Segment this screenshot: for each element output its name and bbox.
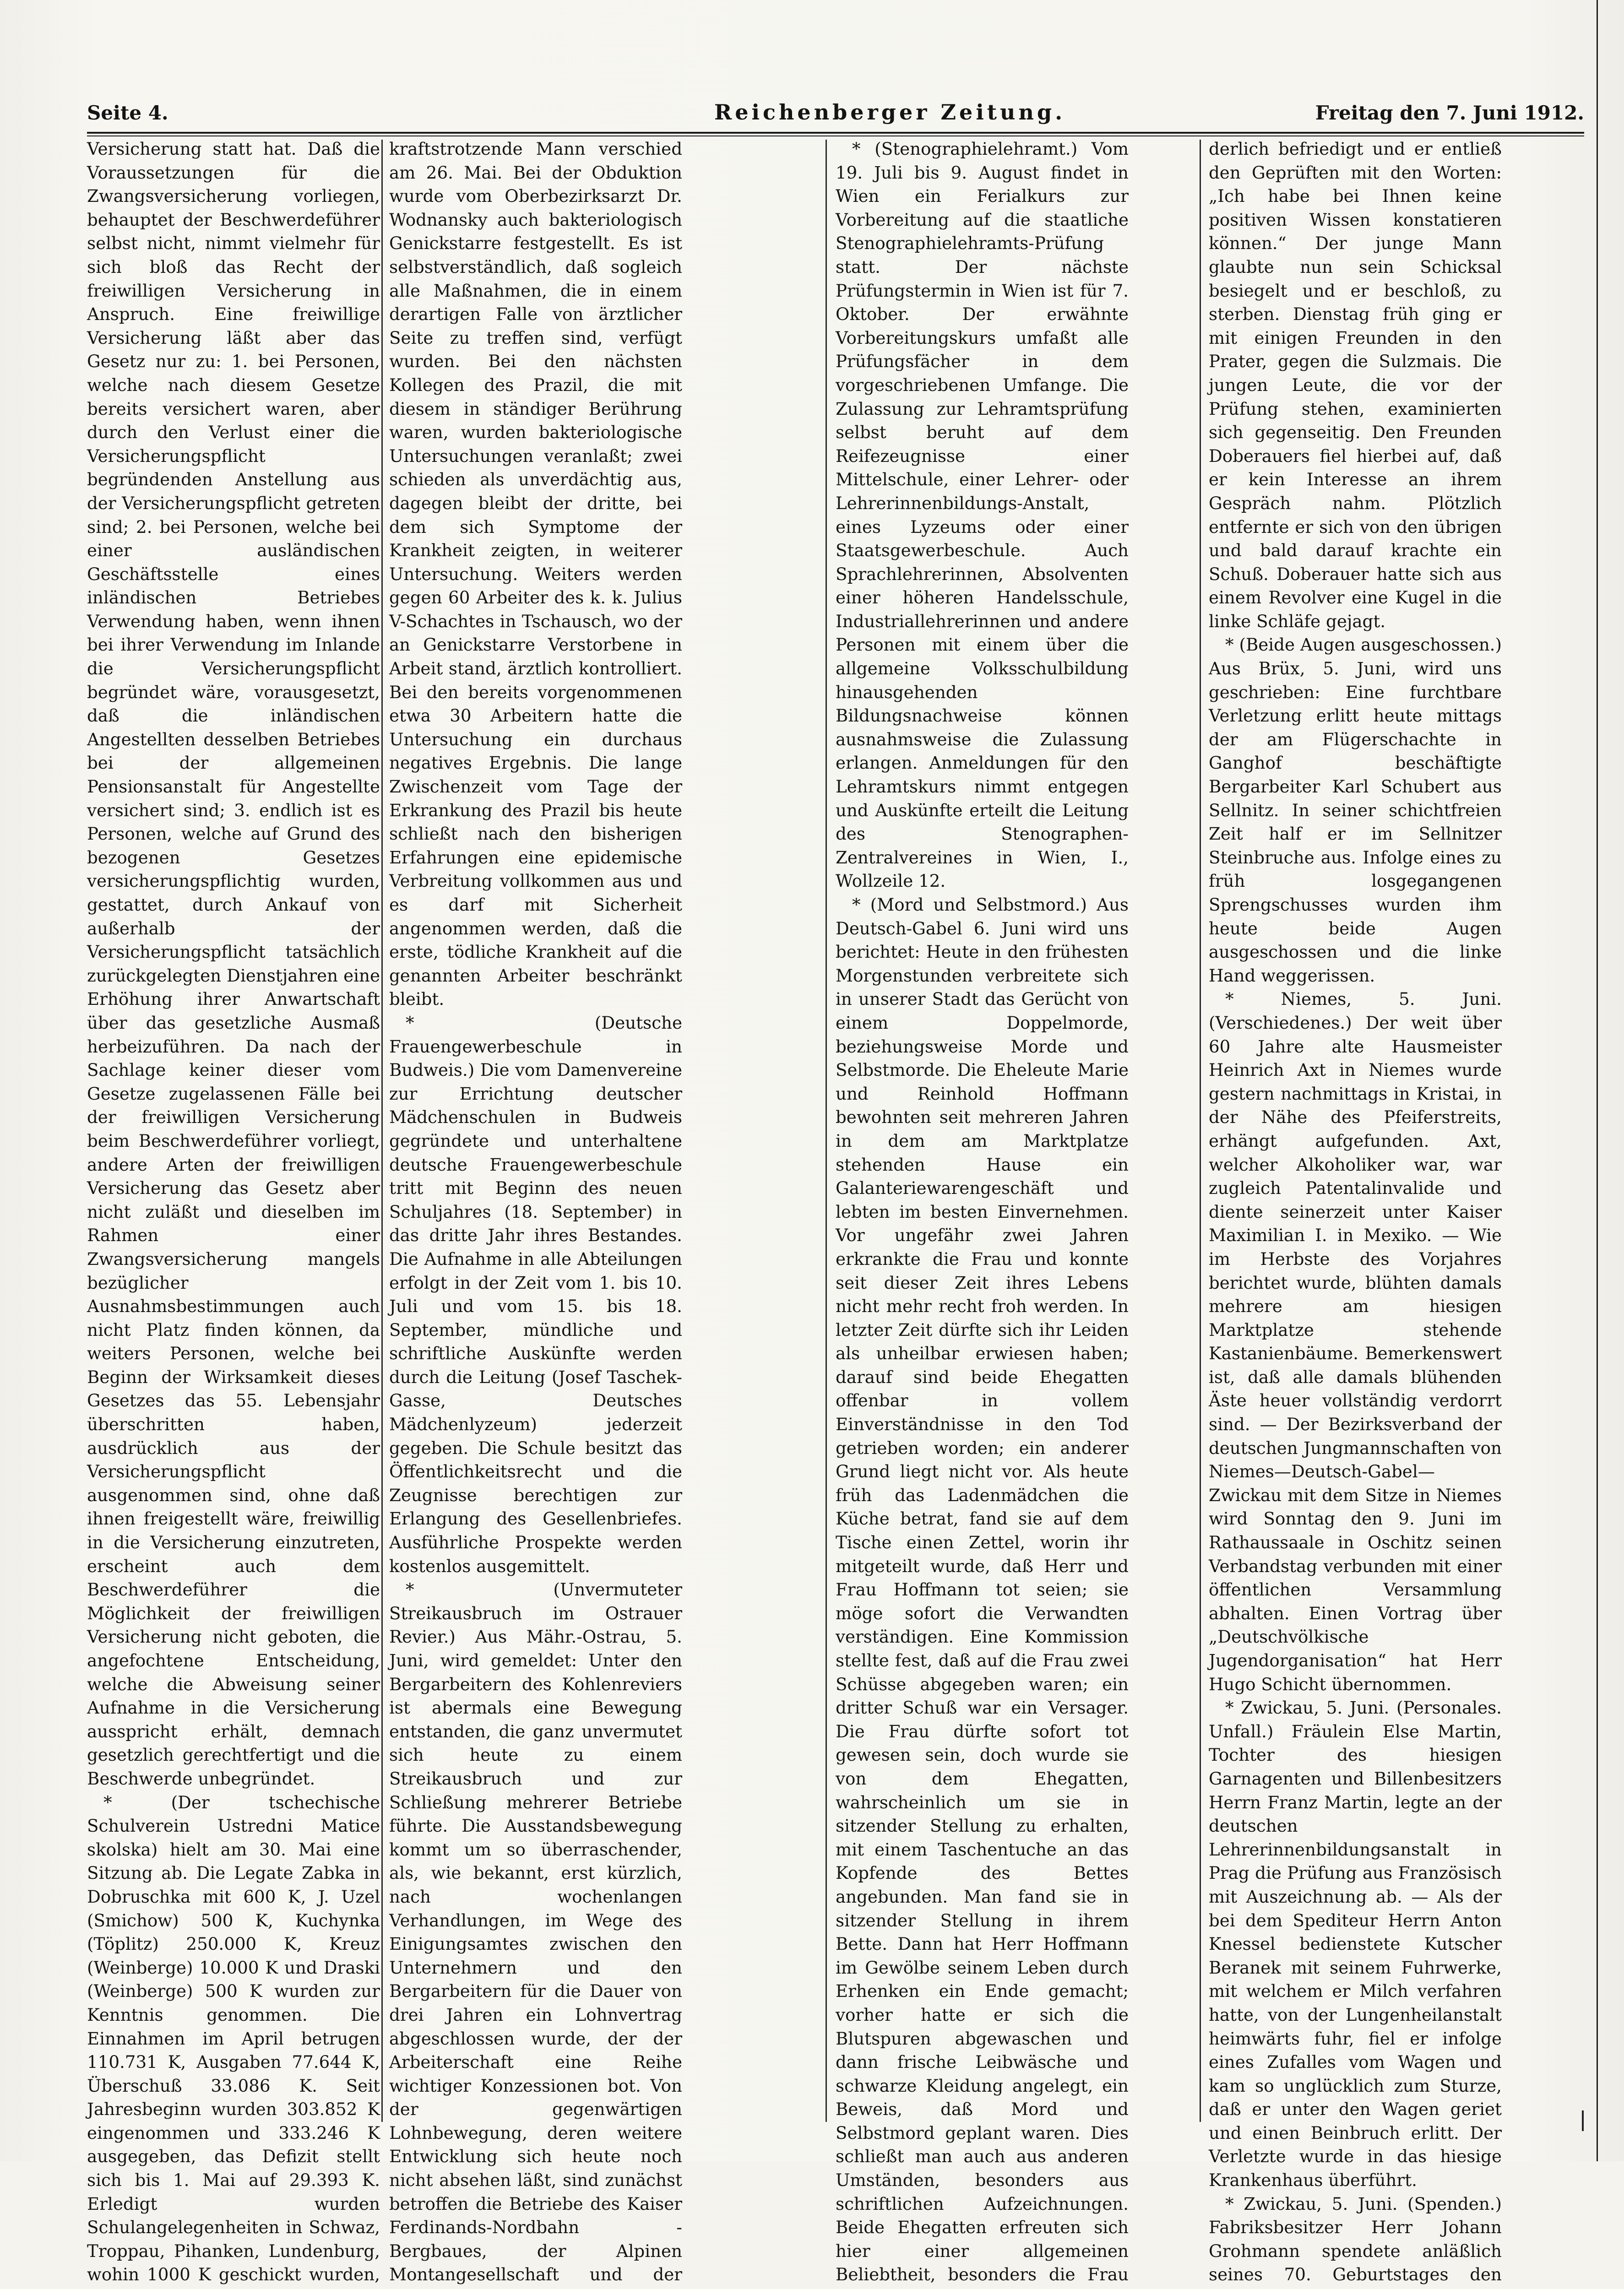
column-divider	[1200, 140, 1201, 2122]
article-paragraph: * (Unvermuteter Streikausbruch im Ostrauer Revier.) Aus Mähr.-Ostrau, 5. Juni, wird gemeldet: Unter den Bergarbeitern des Kohlenreviers ist abermals eine Bewegung entstanden, die ganz unvermutet sich heute zu einem Streikausbruch und zur Schließung mehrerer Betriebe führte. Die Ausstandsbewegung kommt um so überraschender, als, wie bekannt, erst kürzlich, nach wochenlangen Verhandlungen, im Wege des Einigungsamtes zwischen den Unternehmern und den Bergarbeitern für die Dauer von drei Jahren ein Lohnvertrag abgeschlossen wurde, der der Arbeiterschaft eine Reihe wichtiger Konzessionen bot. Von der gegenwärtigen Lohnbewegung, deren weitere Entwicklung sich heute noch nicht absehen läßt, sind zunächst betroffen die Betriebe des Kaiser Ferdinands-Nordbahn - Bergbaues, der Alpinen Montangesellschaft und der	[389, 1579, 682, 2285]
masthead-title: Reichenberger Zeitung.	[714, 100, 1066, 125]
article-paragraph: * (Deutsche Frauengewerbeschule in Budweis.) Die vom Damenvereine zur Errichtung deutscher Mädchenschulen in Budweis gegründete und unterhaltene deutsche Frauengewerbeschule tritt mit Beginn des neuen Schuljahres (18. September) in das dritte Jahr ihres Bestandes. Die Aufnahme in alle Abteilungen erfolgt in der Zeit vom 1. bis 10. Juli und vom 15. bis 18. September, mündliche und schriftliche Auskünfte werden durch die Leitung (Josef Taschek-Gasse, Deutsches Mädchenlyzeum) jederzeit gegeben. Die Schule besitzt das Öffentlichkeitsrecht und die Zeugnisse berechtigen zur Erlangung des Gesellenbriefes. Ausführliche Prospekte werden kostenlos ausgemittelt.	[389, 1012, 682, 1576]
column-4	[1209, 137, 1502, 2285]
margin-mark	[1582, 2110, 1584, 2131]
issue-date: Freitag den 7. Juni 1912.	[1315, 102, 1584, 124]
page-header	[87, 96, 1584, 132]
column-1	[87, 137, 380, 2285]
article-paragraph: * Zwickau, 5. Juni. (Spenden.) Fabriksbesitzer Herr Johann Grohmann spendete anläßlich seines 70. Geburtstages den	[1209, 2193, 1502, 2285]
article-paragraph: * (Stenographielehramt.) Vom 19. Juli bis 9. August findet in Wien ein Ferialkurs zur Vorbereitung auf die staatliche Stenographielehramts-Prüfung statt. Der nächste Prüfungstermin in Wien ist für 7. Oktober. Der erwähnte Vorbereitungskurs umfaßt alle Prüfungsfächer in dem vorgeschriebenen Umfange. Die Zulassung zur Lehramtsprüfung selbst beruht auf dem Reifezeugnisse einer Mittelschule, einer Lehrer- oder Lehrerinnenbildungs-Anstalt, eines Lyzeums oder einer Staatsgewerbeschule. Auch Sprachlehrerinnen, Absolventen einer höheren Handelsschule, Industriallehrerinnen und andere Personen mit einem über die allgemeine Volksschulbildung hinausgehenden Bildungsnachweise können ausnahmsweise die Zulassung erlangen. Anmeldungen für den Lehramtskurs nimmt entgegen und Auskünfte erteilt die Leitung des Stenographen-Zentralvereines in Wien, I., Wollzeile 12.	[836, 139, 1129, 891]
article-paragraph: * Zwickau, 5. Juni. (Personales. Unfall.) Fräulein Else Martin, Tochter des hiesigen Garnagenten und Billenbesitzers Herrn Franz Martin, legte an der deutschen Lehrerinnenbildungsanstalt in Prag die Prüfung aus Französisch mit Auszeichnung ab. — Als der bei dem Spediteur Herrn Anton Knessel bedienstete Kutscher Beranek mit seinem Fuhrwerke, mit welchem er Milch verfahren hatte, von der Lungenheilanstalt heimwärts fuhr, fiel er infolge eines Zufalles vom Wagen und kam so unglücklich zum Sturze, daß er unter den Wagen geriet und einen Beinbruch erlitt. Der Verletzte wurde in das hiesige Krankenhaus überführt.	[1209, 1698, 1502, 2191]
page-edge-rule	[1597, 0, 1598, 2161]
article-paragraph: Versicherung statt hat. Daß die Voraussetzungen für die Zwangsversicherung vorliegen, behauptet der Beschwerdeführer selbst nicht, nimmt vielmehr für sich bloß das Recht der freiwilligen Versicherung in Anspruch. Eine freiwillige Versicherung läßt aber das Gesetz nur zu: 1. bei Personen, welche nach diesem Gesetze bereits versichert waren, aber durch den Verlust einer die Versicherungspflicht begründenden Anstellung aus der Versicherungspflicht getreten sind; 2. bei Personen, welche bei einer ausländischen Geschäftsstelle eines inländischen Betriebes Verwendung haben, wenn ihnen bei ihrer Verwendung im Inlande die Versicherungspflicht begründet wäre, vorausgesetzt, daß die inländischen Angestellten desselben Betriebes bei der allgemeinen Pensionsanstalt für Angestellte versichert sind; 3. endlich ist es Personen, welche auf Grund des bezogenen Gesetzes versicherungspflichtig wurden, gestattet, durch Ankauf von außerhalb der Versicherungspflicht tatsächlich zurückgelegten Dienstjahren eine Erhöhung ihrer Anwartschaft über das gesetzliche Ausmaß herbeizuführen. Da nach der Sachlage keiner dieser vom Gesetze zugelassenen Fälle bei der freiwilligen Versicherung beim Beschwerdeführer vorliegt, andere Arten der freiwilligen Versicherung das Gesetz aber nicht zuläßt und dieselben im Rahmen einer Zwangsversicherung mangels bezüglicher Ausnahmsbestimmungen auch nicht Platz finden können, da weiters Personen, welche bei Beginn der Wirksamkeit dieses Gesetzes das 55. Lebensjahr überschritten haben, ausdrücklich aus der Versicherungspflicht ausgenommen sind, ohne daß ihnen freigestellt wäre, freiwillig in die Versicherung einzutreten, erscheint auch dem Beschwerdeführer die Möglichkeit der freiwilligen Versicherung nicht geboten, die angefochtene Entscheidung, welche die Abweisung seiner Aufnahme in die Versicherung ausspricht erhält, demnach gesetzlich gerechtfertigt und die Beschwerde unbegründet.	[87, 139, 380, 1789]
page-number: Seite 4.	[87, 102, 168, 124]
header-rule	[87, 132, 1584, 134]
article-paragraph: * (Der tschechische Schulverein Ustredni Matice skolska) hielt am 30. Mai eine Sitzung ab. Die Legate Zabka in Dobruschka mit 600 K, J. Uzel (Smichow) 500 K, Kuchynka (Töplitz) 250.000 K, Kreuz (Weinberge) 10.000 K und Draski (Weinberge) 500 K wurden zur Kenntnis genommen. Die Einnahmen im April betrugen 110.731 K, Ausgaben 77.644 K, Überschuß 33.086 K. Seit Jahresbeginn wurden 303.852 K eingenommen und 333.246 K ausgegeben, das Defizit stellt sich bis 1. Mai auf 29.393 K. Erledigt wurden Schulangelegenheiten in Schwaz, Troppau, Pihanken, Lundenburg, wohin 1000 K geschickt wurden,	[87, 1792, 380, 2285]
column-2	[389, 137, 682, 2285]
article-paragraph: kraftstrotzende Mann verschied am 26. Mai. Bei der Obduktion wurde vom Oberbezirksarzt Dr. Wodnansky auch bakteriologisch Genickstarre festgestellt. Es ist selbstverständlich, daß sogleich alle Maßnahmen, die in einem derartigen Falle von ärztlicher Seite zu treffen sind, verfügt wurden. Bei den nächsten Kollegen des Prazil, die mit diesem in ständiger Berührung waren, wurden bakteriologische Untersuchungen veranlaßt; zwei schieden als unverdächtig aus, dagegen bleibt der dritte, bei dem sich Symptome der Krankheit zeigten, in weiterer Untersuchung. Weiters werden gegen 60 Arbeiter des k. k. Julius V-Schachtes in Tschausch, wo der an Genickstarre Verstorbene in Arbeit stand, ärztlich kontrolliert. Bei den bereits vorgenommenen etwa 30 Arbeitern hatte die Untersuchung ein durchaus negatives Ergebnis. Die lange Zwischenzeit vom Tage der Erkrankung des Prazil bis heute schließt nach den bisherigen Erfahrungen eine epidemische Verbreitung vollkommen aus und es darf mit Sicherheit angenommen werden, daß die erste, tödliche Krankheit auf die genannten Arbeiter beschränkt bleibt.	[389, 139, 682, 1009]
article-paragraph: * (Beide Augen ausgeschossen.) Aus Brüx, 5. Juni, wird uns geschrieben: Eine furchtbare Verletzung erlitt heute mittags der am Flügerschachte in Ganghof beschäftigte Bergarbeiter Karl Schubert aus Sellnitz. In seiner schichtfreien Zeit half er im Sellnitzer Steinbruche aus. Infolge eines zu früh losgegangenen Sprengschusses wurden ihm heute beide Augen ausgeschossen und die linke Hand weggerissen.	[1209, 635, 1502, 986]
column-3	[836, 137, 1129, 2285]
column-divider	[381, 140, 383, 2122]
article-paragraph: derlich befriedigt und er entließ den Geprüften mit den Worten: „Ich habe bei Ihnen keine positiven Wissen konstatieren können.“ Der junge Mann glaubte nun sein Schicksal besiegelt und er beschloß, zu sterben. Dienstag früh ging er mit einigen Freunden in den Prater, gegen die Sulzmais. Die jungen Leute, die vor der Prüfung stehen, examinierten sich gegenseitig. Den Freunden Doberauers fiel hierbei auf, daß er kein Interesse an ihrem Gespräch nahm. Plötzlich entfernte er sich von den übrigen und bald darauf krachte ein Schuß. Doberauer hatte sich aus einem Revolver eine Kugel in die linke Schläfe gejagt.	[1209, 139, 1502, 631]
article-paragraph: * Niemes, 5. Juni. (Verschiedenes.) Der weit über 60 Jahre alte Hausmeister Heinrich Axt in Niemes wurde gestern nachmittags in Kristai, in der Nähe des Pfeiferstreits, erhängt aufgefunden. Axt, welcher Alkoholiker war, war zugleich Patentalinvalide und diente seinerzeit unter Kaiser Maximilian I. in Mexiko. — Wie im Herbste des Vorjahres berichtet wurde, blühten damals mehrere am hiesigen Marktplatze stehende Kastanienbäume. Bemerkenswert ist, daß alle damals blühenden Äste heuer vollständig verdorrt sind. — Der Bezirksverband der deutschen Jungmannschaften von Niemes—Deutsch-Gabel—Zwickau mit dem Sitze in Niemes wird Sonntag den 9. Juni im Rathaussaale in Oschitz seinen Verbandstag verbunden mit einer öffentlichen Versammlung abhalten. Einen Vortrag über „Deutschvölkische Jugendorganisation“ hat Herr Hugo Schicht übernommen.	[1209, 989, 1502, 1694]
article-paragraph: * (Mord und Selbstmord.) Aus Deutsch-Gabel 6. Juni wird uns berichtet: Heute in den frühesten Morgenstunden verbreitete sich in unserer Stadt das Gerücht von einem Doppelmorde, beziehungsweise Morde und Selbstmorde. Die Eheleute Marie und Reinhold Hoffmann bewohnten seit mehreren Jahren in dem am Marktplatze stehenden Hause ein Galanteriewarengeschäft und lebten im besten Einvernehmen. Vor ungefähr zwei Jahren erkrankte die Frau und konnte seit dieser Zeit ihres Lebens nicht mehr recht froh werden. In letzter Zeit dürfte sich ihr Leiden als unheilbar erwiesen haben; darauf sind beide Ehegatten offenbar in vollem Einverständnisse in den Tod getrieben worden; ein anderer Grund liegt nicht vor. Als heute früh das Ladenmädchen die Küche betrat, fand sie auf dem Tische einen Zettel, worin ihr mitgeteilt wurde, daß Herr und Frau Hoffmann tot seien; sie möge sofort die Verwandten verständigen. Eine Kommission stellte fest, daß auf die Frau zwei Schüsse abgegeben waren; ein dritter Schuß war ein Versager. Die Frau dürfte sofort tot gewesen sein, doch wurde sie von dem Ehegatten, wahrscheinlich um sie in sitzender Stellung zu erhalten, mit einem Taschentuche an das Kopfende des Bettes angebunden. Man fand sie in sitzender Stellung in ihrem Bette. Dann hat Herr Hoffmann im Gewölbe seinem Leben durch Erhenken ein Ende gemacht; vorher hatte er sich die Blutspuren abgewaschen und dann frische Leibwäsche und schwarze Kleidung angelegt, ein Beweis, daß Mord und Selbstmord geplant waren. Dies schließt man auch aus anderen Umständen, besonders aus schriftlichen Aufzeichnungen. Beide Ehegatten erfreuten sich hier einer allgemeinen Beliebtheit, besonders die Frau	[836, 895, 1129, 2285]
column-divider	[826, 140, 827, 2122]
